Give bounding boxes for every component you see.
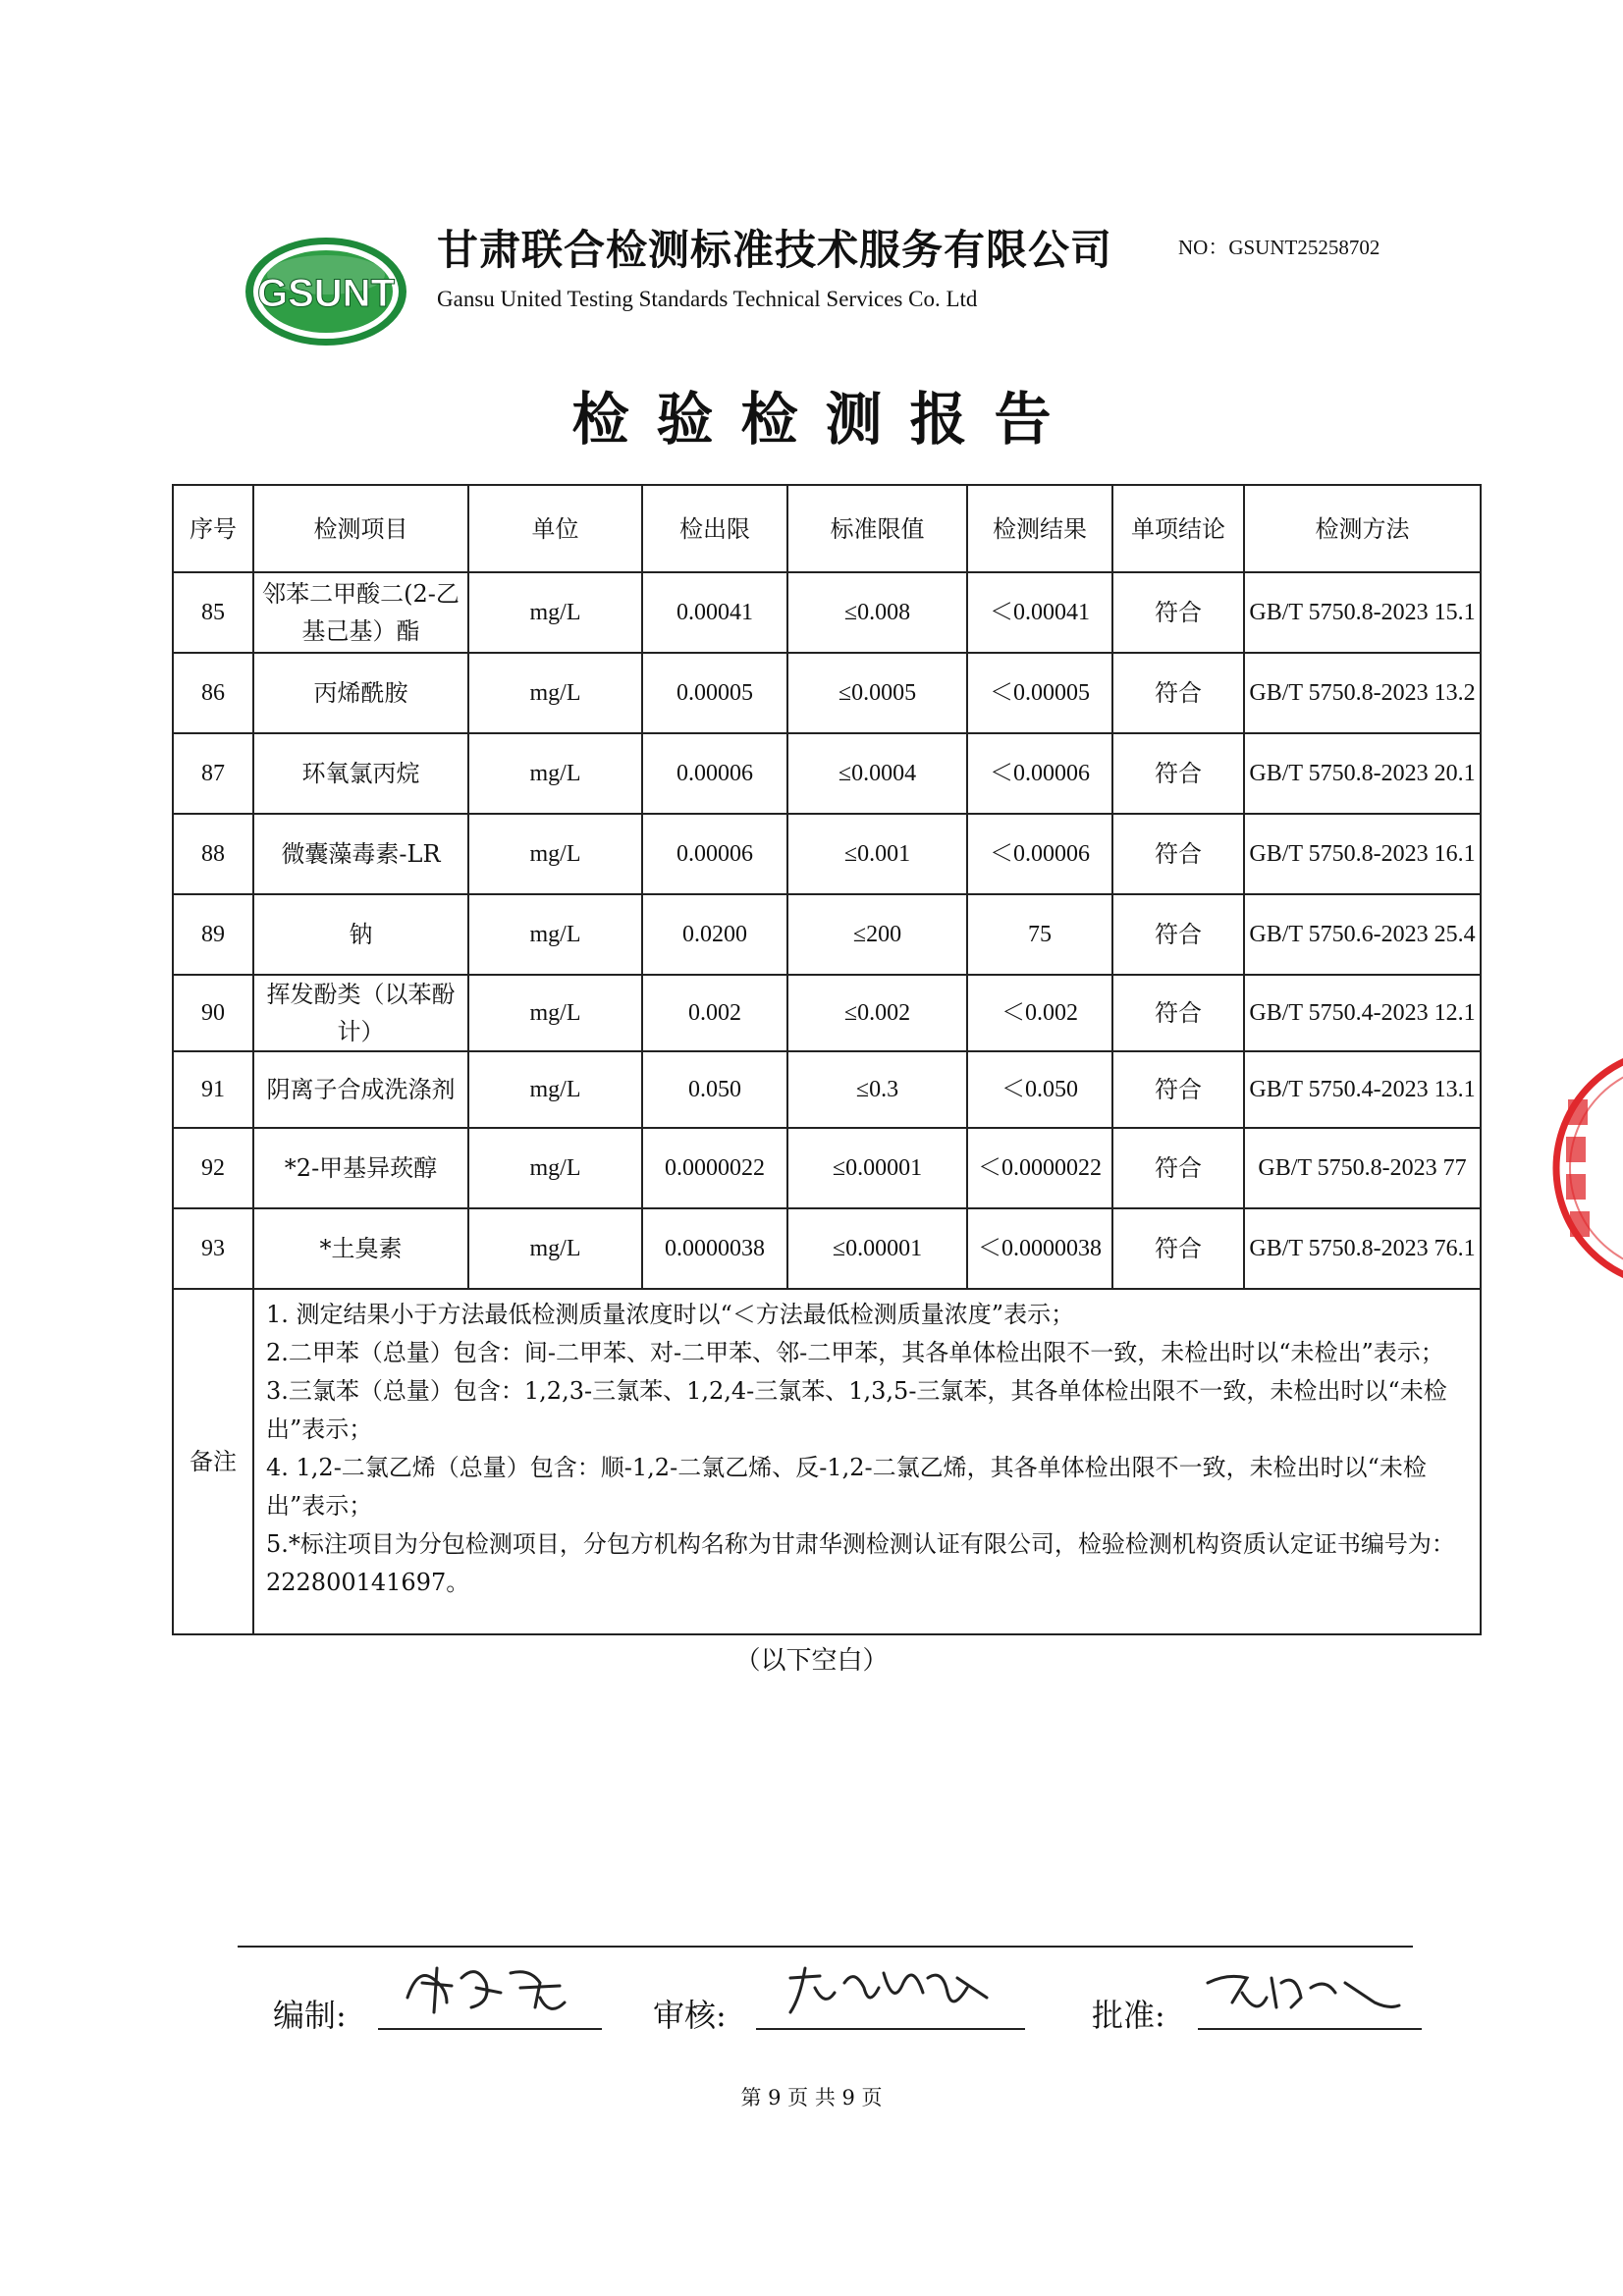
- cell-detection-limit: 0.00005: [642, 653, 787, 733]
- approved-by-label: 批准:: [1092, 1997, 1165, 2034]
- cell-method: GB/T 5750.8-2023 77: [1244, 1128, 1481, 1208]
- approved-by-line: [1198, 2028, 1422, 2030]
- cell-conclusion: 符合: [1112, 1051, 1244, 1128]
- cell-unit: mg/L: [468, 814, 642, 894]
- prepared-by-line: [378, 2028, 602, 2030]
- cell-result: ＜0.00005: [967, 653, 1112, 733]
- approved-by-signature: [1198, 1949, 1414, 2027]
- table-row: [173, 1208, 1481, 1289]
- cell-unit: mg/L: [468, 653, 642, 733]
- cell-unit: mg/L: [468, 975, 642, 1051]
- cell-no: 86: [173, 653, 253, 733]
- cell-result: ＜0.00006: [967, 733, 1112, 814]
- cell-detection-limit: 0.00006: [642, 733, 787, 814]
- remarks-content: [253, 1289, 1481, 1634]
- cell-conclusion: 符合: [1112, 814, 1244, 894]
- cell-detection-limit: 0.002: [642, 975, 787, 1051]
- cell-method: GB/T 5750.8-2023 16.1: [1244, 814, 1481, 894]
- col-header-no: 序号: [173, 485, 253, 572]
- cell-standard-limit: ≤0.0004: [787, 733, 967, 814]
- cell-standard-limit: ≤0.0005: [787, 653, 967, 733]
- cell-unit: mg/L: [468, 1128, 642, 1208]
- table-row: [173, 1128, 1481, 1208]
- cell-no: 88: [173, 814, 253, 894]
- company-name-en: Gansu United Testing Standards Technical Services Co. Ltd: [437, 287, 978, 311]
- reviewed-by-label: 审核:: [653, 1997, 727, 2034]
- cell-detection-limit: 0.0000022: [642, 1128, 787, 1208]
- cell-unit: mg/L: [468, 894, 642, 975]
- table-row: [173, 814, 1481, 894]
- cell-item: 邻苯二甲酸二(2-乙基己基）酯: [253, 572, 468, 653]
- cell-unit: mg/L: [468, 1051, 642, 1128]
- cell-standard-limit: ≤200: [787, 894, 967, 975]
- cell-no: 91: [173, 1051, 253, 1128]
- cell-item: *土臭素: [253, 1208, 468, 1289]
- cell-standard-limit: ≤0.002: [787, 975, 967, 1051]
- col-header-item: 检测项目: [253, 485, 468, 572]
- cell-no: 85: [173, 572, 253, 653]
- cell-method: GB/T 5750.4-2023 13.1: [1244, 1051, 1481, 1128]
- cell-result: ＜0.0000038: [967, 1208, 1112, 1289]
- cell-detection-limit: 0.00041: [642, 572, 787, 653]
- cell-method: GB/T 5750.8-2023 20.1: [1244, 733, 1481, 814]
- col-header-result: 检测结果: [967, 485, 1112, 572]
- cell-conclusion: 符合: [1112, 733, 1244, 814]
- table-row: [173, 894, 1481, 975]
- cell-unit: mg/L: [468, 1208, 642, 1289]
- cell-no: 89: [173, 894, 253, 975]
- remark-line: 5.*标注项目为分包检测项目，分包方机构名称为甘肃华测检测认证有限公司，检验检测机构资质认定证书编号为：222800141697。: [266, 1530, 1455, 1596]
- footer-rule: [238, 1946, 1413, 1948]
- remark-line: 1. 测定结果小于方法最低检测质量浓度时以“＜方法最低检测质量浓度”表示；: [266, 1301, 1075, 1328]
- cell-item: 微囊藻毒素-LR: [253, 814, 468, 894]
- table-row: [173, 975, 1481, 1051]
- cell-method: GB/T 5750.8-2023 76.1: [1244, 1208, 1481, 1289]
- cell-result: ＜0.0000022: [967, 1128, 1112, 1208]
- cell-detection-limit: 0.00006: [642, 814, 787, 894]
- cell-result: ＜0.00041: [967, 572, 1112, 653]
- remark-line: 2.二甲苯（总量）包含：间-二甲苯、对-二甲苯、邻-二甲苯，其各单体检出限不一致，未检出时以“未检出”表示；: [266, 1339, 1444, 1366]
- cell-no: 90: [173, 975, 253, 1051]
- remarks-row: [173, 1289, 1481, 1634]
- cell-conclusion: 符合: [1112, 653, 1244, 733]
- reviewed-by-signature: [776, 1949, 1011, 2027]
- seal-stamp: [1517, 1041, 1623, 1296]
- prepared-by-signature: [393, 1949, 589, 2027]
- cell-standard-limit: ≤0.00001: [787, 1128, 967, 1208]
- company-logo: [243, 236, 408, 347]
- cell-item: 阴离子合成洗涤剂: [253, 1051, 468, 1128]
- prepared-by-label: 编制:: [273, 1997, 347, 2034]
- cell-result: ＜0.00006: [967, 814, 1112, 894]
- cell-method: GB/T 5750.6-2023 25.4: [1244, 894, 1481, 975]
- col-header-conclusion: 单项结论: [1112, 485, 1244, 572]
- cell-no: 87: [173, 733, 253, 814]
- cell-method: GB/T 5750.8-2023 15.1: [1244, 572, 1481, 653]
- logo-text: GSUNT: [257, 272, 395, 315]
- cell-item: 丙烯酰胺: [253, 653, 468, 733]
- table-row: [173, 653, 1481, 733]
- col-header-method: 检测方法: [1244, 485, 1481, 572]
- cell-conclusion: 符合: [1112, 894, 1244, 975]
- cell-result: ＜0.050: [967, 1051, 1112, 1128]
- cell-conclusion: 符合: [1112, 572, 1244, 653]
- cell-item: 挥发酚类（以苯酚计）: [253, 975, 468, 1051]
- results-table: [172, 484, 1482, 1635]
- cell-result: 75: [967, 894, 1112, 975]
- cell-detection-limit: 0.0200: [642, 894, 787, 975]
- cell-item: 钠: [253, 894, 468, 975]
- cell-no: 92: [173, 1128, 253, 1208]
- cell-item: *2-甲基异莰醇: [253, 1128, 468, 1208]
- cell-conclusion: 符合: [1112, 1208, 1244, 1289]
- col-header-unit: 单位: [468, 485, 642, 572]
- cell-standard-limit: ≤0.001: [787, 814, 967, 894]
- col-header-standard-limit: 标准限值: [787, 485, 967, 572]
- cell-unit: mg/L: [468, 572, 642, 653]
- cell-standard-limit: ≤0.008: [787, 572, 967, 653]
- report-title: 检验检测报告: [571, 386, 1079, 453]
- table-row: [173, 733, 1481, 814]
- cell-detection-limit: 0.050: [642, 1051, 787, 1128]
- report-number: NO：GSUNT25258702: [1178, 236, 1380, 259]
- cell-method: GB/T 5750.4-2023 12.1: [1244, 975, 1481, 1051]
- cell-unit: mg/L: [468, 733, 642, 814]
- cell-result: ＜0.002: [967, 975, 1112, 1051]
- cell-conclusion: 符合: [1112, 975, 1244, 1051]
- table-row: [173, 572, 1481, 653]
- remarks-label: 备注: [173, 1289, 253, 1634]
- company-name-cn: 甘肃联合检测标准技术服务有限公司: [437, 226, 1113, 274]
- page-number: 第 9 页 共 9 页: [740, 2086, 883, 2109]
- col-header-detection-limit: 检出限: [642, 485, 787, 572]
- remark-line: 3.三氯苯（总量）包含：1,2,3-三氯苯、1,2,4-三氯苯、1,3,5-三氯苯，其各单体检出限不一致，未检出时以“未检出”表示；: [266, 1377, 1447, 1443]
- cell-conclusion: 符合: [1112, 1128, 1244, 1208]
- cell-no: 93: [173, 1208, 253, 1289]
- table-row: [173, 1051, 1481, 1128]
- remark-line: 4. 1,2-二氯乙烯（总量）包含：顺-1,2-二氯乙烯、反-1,2-二氯乙烯，其各单体检出限不一致，未检出时以“未检出”表示；: [266, 1454, 1427, 1520]
- cell-detection-limit: 0.0000038: [642, 1208, 787, 1289]
- reviewed-by-line: [756, 2028, 1025, 2030]
- cell-item: 环氧氯丙烷: [253, 733, 468, 814]
- table-header-row: [173, 485, 1481, 572]
- blank-below-note: （以下空白）: [734, 1646, 889, 1676]
- cell-method: GB/T 5750.8-2023 13.2: [1244, 653, 1481, 733]
- cell-standard-limit: ≤0.3: [787, 1051, 967, 1128]
- cell-standard-limit: ≤0.00001: [787, 1208, 967, 1289]
